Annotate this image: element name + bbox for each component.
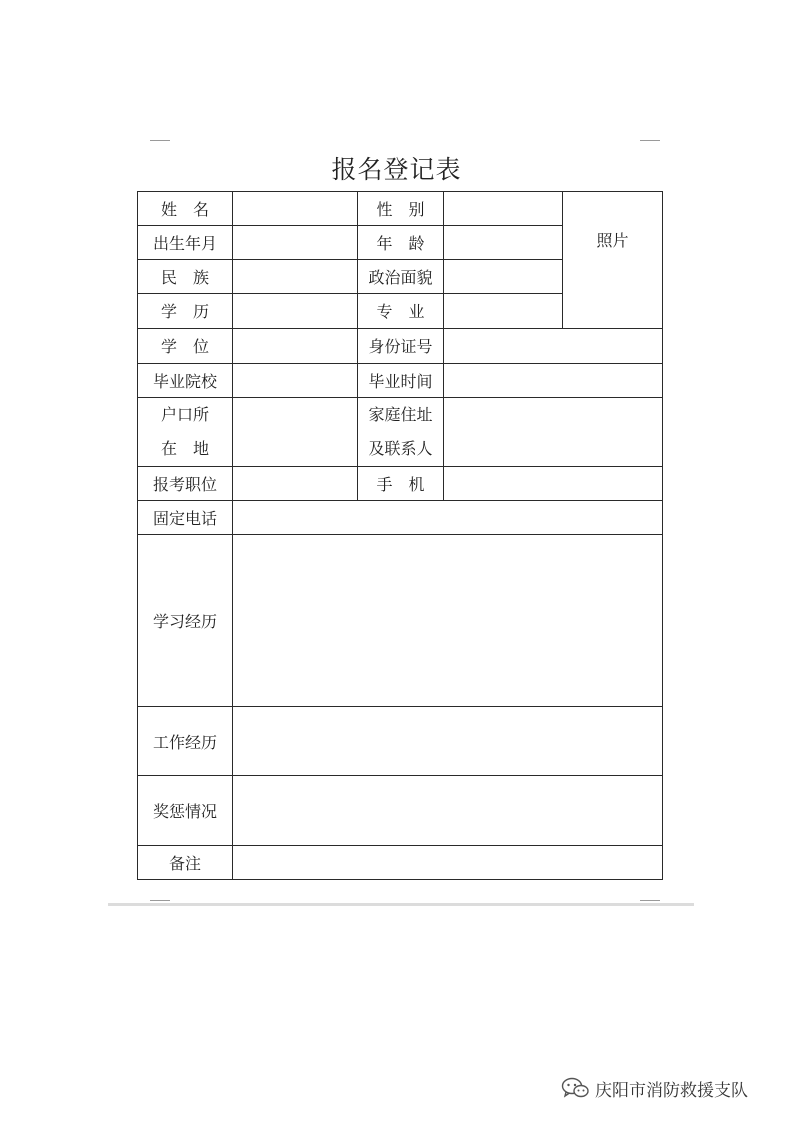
photo-box[interactable]: 照片 bbox=[563, 192, 663, 329]
birth-label: 出生年月 bbox=[138, 226, 233, 260]
hukou-label bbox=[138, 397, 233, 466]
id-number-label: 身份证号 bbox=[358, 328, 444, 363]
study-history-field[interactable] bbox=[233, 535, 663, 707]
major-field[interactable] bbox=[444, 294, 563, 328]
page-corner-mark-top-right bbox=[640, 140, 660, 141]
landline-label: 固定电话 bbox=[138, 501, 233, 535]
address-label bbox=[358, 397, 444, 466]
work-history-label: 工作经历 bbox=[138, 707, 233, 776]
address-label-line1: 家庭住址 bbox=[368, 404, 433, 424]
ethnicity-field[interactable] bbox=[233, 260, 358, 294]
remarks-field[interactable] bbox=[233, 845, 663, 879]
address-field[interactable] bbox=[444, 397, 663, 466]
school-label: 毕业院校 bbox=[138, 363, 233, 397]
source-watermark bbox=[561, 1075, 748, 1101]
graduation-time-label: 毕业时间 bbox=[358, 363, 444, 397]
address-label-line2: 及联系人 bbox=[368, 438, 433, 458]
hukou-field[interactable] bbox=[233, 397, 358, 466]
education-field[interactable] bbox=[233, 294, 358, 328]
gender-label: 性 别 bbox=[358, 192, 444, 226]
page-corner-mark-bottom-left bbox=[150, 900, 170, 901]
name-field[interactable] bbox=[233, 192, 358, 226]
degree-field[interactable] bbox=[233, 328, 358, 363]
hukou-label-line2: 在 地 bbox=[160, 438, 209, 458]
age-label: 年 龄 bbox=[358, 226, 444, 260]
work-history-field[interactable] bbox=[233, 707, 663, 776]
mobile-field[interactable] bbox=[444, 467, 663, 501]
position-label: 报考职位 bbox=[138, 467, 233, 501]
gender-field[interactable] bbox=[444, 192, 563, 226]
wechat-icon bbox=[561, 1077, 589, 1099]
ethnicity-label: 民 族 bbox=[138, 260, 233, 294]
major-label: 专 业 bbox=[358, 294, 444, 328]
awards-field[interactable] bbox=[233, 776, 663, 845]
position-field[interactable] bbox=[233, 467, 358, 501]
hukou-label-line1: 户口所 bbox=[160, 404, 209, 424]
watermark-text: 庆阳市消防救援支队 bbox=[595, 1080, 748, 1101]
name-label: 姓 名 bbox=[138, 192, 233, 226]
landline-field[interactable] bbox=[233, 501, 663, 535]
page-bottom-divider bbox=[108, 903, 694, 906]
page-corner-mark-top-left bbox=[150, 140, 170, 141]
mobile-label: 手 机 bbox=[358, 467, 444, 501]
remarks-label: 备注 bbox=[138, 845, 233, 879]
study-history-label: 学习经历 bbox=[138, 535, 233, 707]
form-title: 报名登记表 bbox=[331, 155, 462, 184]
political-status-field[interactable] bbox=[444, 260, 563, 294]
graduation-time-field[interactable] bbox=[444, 363, 663, 397]
id-number-field[interactable] bbox=[444, 328, 663, 363]
page-corner-mark-bottom-right bbox=[640, 900, 660, 901]
registration-form-table bbox=[137, 191, 663, 880]
birth-field[interactable] bbox=[233, 226, 358, 260]
political-status-label: 政治面貌 bbox=[358, 260, 444, 294]
age-field[interactable] bbox=[444, 226, 563, 260]
education-label: 学 历 bbox=[138, 294, 233, 328]
awards-label: 奖惩情况 bbox=[138, 776, 233, 845]
school-field[interactable] bbox=[233, 363, 358, 397]
degree-label: 学 位 bbox=[138, 328, 233, 363]
